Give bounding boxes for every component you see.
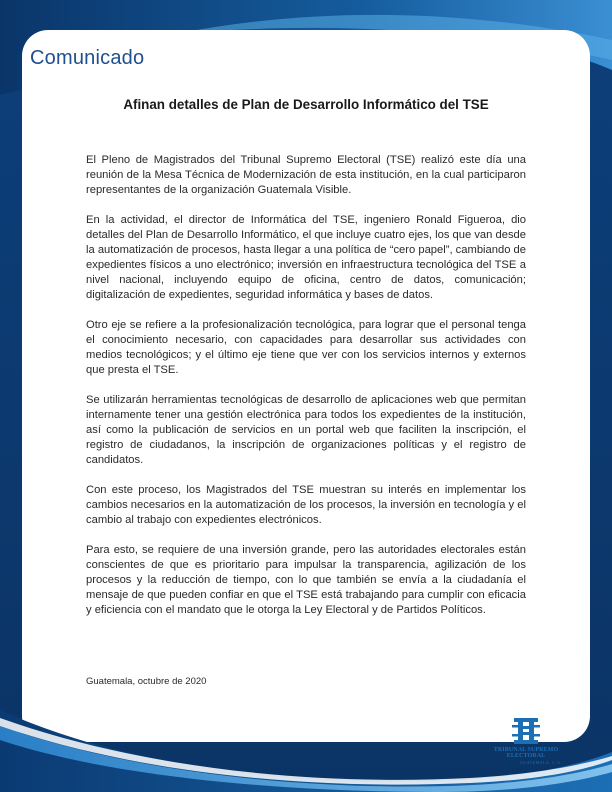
paragraph: Se utilizarán herramientas tecnológicas de desarrollo de aplicaciones web que permitan internamente tener una gestión electrónica para todos los expedientes de la institución, así como la publicación de servicios en un portal web que faciliten la inscripción, el registro de ciudadanos, la inscripción de organizaciones políticas y el registro de candidatos. <box>86 394 526 466</box>
paragraph: Otro eje se refiere a la profesionalización tecnológica, para lograr que el personal tenga el conocimiento necesario, con capacidades para desarrollar sus actividades con medios tecnológicos; y el último eje tiene que ver con los servicios internos y externos que presta el TSE. <box>86 319 526 376</box>
tse-emblem-icon <box>511 716 541 746</box>
page-title: Afinan detalles de Plan de Desarrollo Informático del TSE <box>123 97 489 112</box>
paragraph: Para esto, se requiere de una inversión grande, pero las autoridades electorales están conscientes de que es prioritario para impulsar la transparencia, agilización de los procesos y la reducción de tiempo, con lo que también se envía a la ciudadanía el mensaje de que pueden confiar en que el TSE está trabajando para cumplir con eficacia y eficiencia con el mandato que le otorga la Ley Electoral y de Partidos Políticos. <box>86 544 526 616</box>
body-text <box>86 153 526 633</box>
date-line: Guatemala, octubre de 2020 <box>86 676 207 687</box>
paragraph: Con este proceso, los Magistrados del TSE muestran su interés en implementar los cambios necesarios en la automatización de los procesos, la inversión en tecnología y el cambio al trabajo con expedientes electrónicos. <box>86 484 526 526</box>
tse-logo <box>474 714 578 776</box>
header-label: Comunicado <box>30 47 145 69</box>
logo-subtitle: GUATEMALA, C.A. <box>520 760 562 765</box>
paragraph: El Pleno de Magistrados del Tribunal Supremo Electoral (TSE) realizó este día una reunión de la Mesa Técnica de Modernización de esta institución, en la cual participaron representantes de la organización Guatemala Visible. <box>86 154 526 196</box>
paragraph: En la actividad, el director de Informática del TSE, ingeniero Ronald Figueroa, dio detalles del Plan de Desarrollo Informático, el que incluye cuatro ejes, los que van desde la automatización de procesos, hasta llegar a una política de “cero papel”, cambiando de expedientes físicos a uno electrónico; inversión en infraestructura tecnológica del TSE a nivel nacional, incluyendo equipo de oficina, centro de datos, comunicación; digitalización de expedientes, seguridad informática y bases de datos. <box>86 214 526 301</box>
logo-name: TRIBUNAL SUPREMO ELECTORAL <box>493 747 559 759</box>
